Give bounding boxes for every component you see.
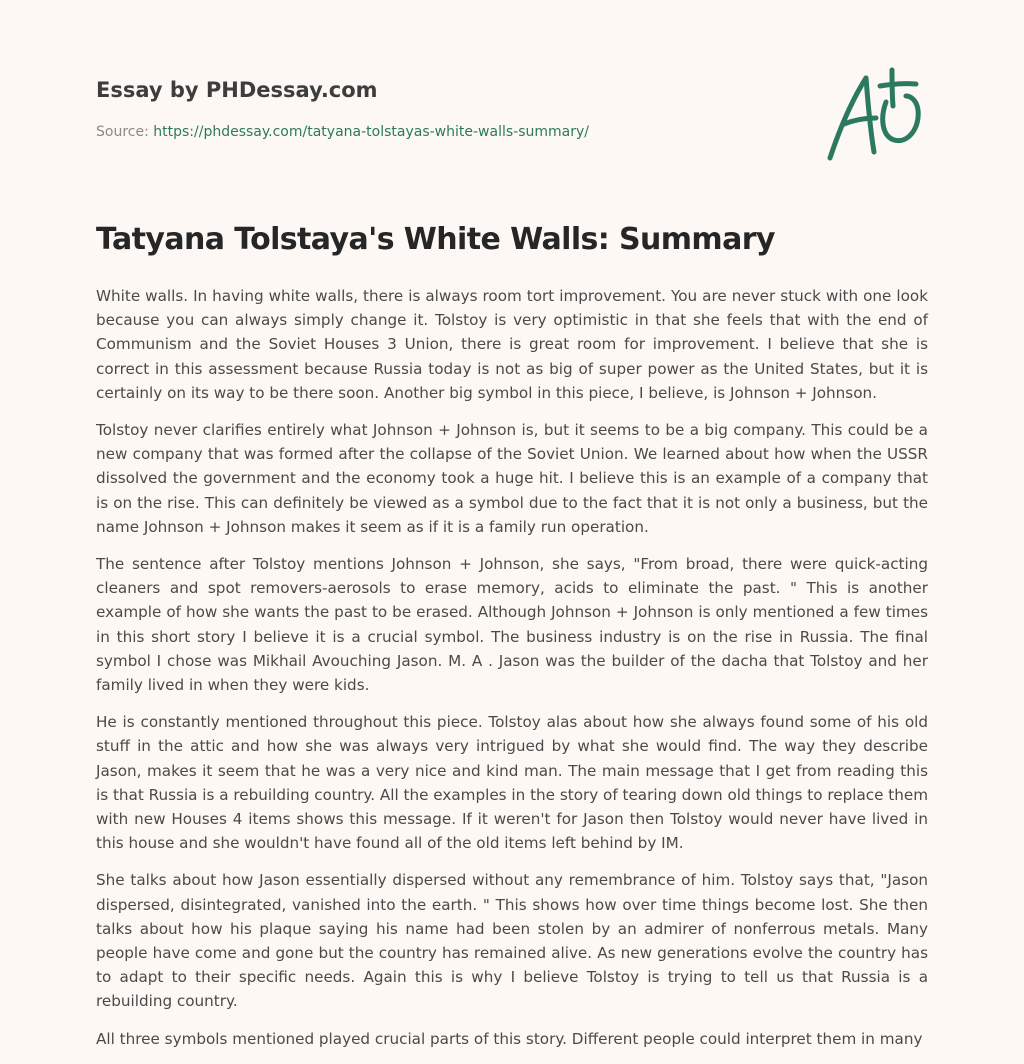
paragraph: Tolstoy never clarifies entirely what Johnson + Johnson is, but it seems to be a big company. This could be a new company that was formed after the collapse of the Soviet Union. We learned about how when the USSR dissolved the government and the economy took a huge hit. I believe this is an example of a company that is on the rise. This can definitely be viewed as a symbol due to the fact that it is not only a business, but the name Johnson + Johnson makes it seem as if it is a family run operation.	[96, 421, 928, 536]
essay-body	[96, 284, 928, 1064]
paragraph: White walls. In having white walls, there is always room tort improvement. You are never stuck with one look because you can always simply change it. Tolstoy is very optimistic in that she feels that with the end of Communism and the Soviet Houses 3 Union, there is great room for improvement. I believe that she is correct in this assessment because Russia today is not as big of super power as the United States, but it is certainly on its way to be there soon. Another big symbol in this piece, I believe, is Johnson + Johnson.	[96, 287, 928, 402]
logo-plus-curl	[883, 96, 918, 141]
logo-plus-horizontal	[880, 84, 916, 86]
a-plus-logo-icon	[822, 66, 932, 166]
source-label: Source:	[96, 124, 154, 140]
logo-a-right-stroke	[866, 78, 874, 152]
page-title: Tatyana Tolstaya's White Walls: Summary	[96, 222, 775, 257]
paragraph: She talks about how Jason essentially dispersed without any remembrance of him. Tolstoy says that, "Jason dispersed, disintegrated, vanished into the earth. " This shows how over time things become lost. She then talks about how his plaque saying his name had been stolen by an admirer of nonferrous metals. Many people have come and gone but the country has remained alive. As new generations evolve the country has to adapt to their specific needs. Again this is why I believe Tolstoy is trying to tell us that Russia is a rebuilding country.	[96, 871, 928, 1011]
paragraph: He is constantly mentioned throughout this piece. Tolstoy alas about how she always found some of his old stuff in the attic and how she was always very intrigued by what she would find. The way they describe Jason, makes it seem that he was a very nice and kind man. The main message that I get from reading this is that Russia is a rebuilding country. All the examples in the story of tearing down old things to replace them with new Houses 4 items shows this message. If it weren't for Jason then Tolstoy would never have lived in this house and she wouldn't have found all of the old items left behind by IM.	[96, 713, 929, 853]
source-line	[96, 124, 589, 140]
source-link[interactable]: https://phdessay.com/tatyana-tolstayas-white-walls-summary/	[153, 124, 589, 140]
paragraph: All three symbols mentioned played crucial parts of this story. Different people could interpret them in many	[96, 1029, 923, 1048]
brand-title: Essay by PHDessay.com	[96, 78, 378, 102]
paragraph: The sentence after Tolstoy mentions Johnson + Johnson, she says, "From broad, there were quick-acting cleaners and spot removers-aerosols to erase memory, acids to eliminate the past. " This is another example of how she wants the past to be erased. Although Johnson + Johnson is only mentioned a few times in this short story I believe it is a crucial symbol. The business industry is on the rise in Russia. The final symbol I chose was Mikhail Avouching Jason. M. A . Jason was the builder of the dacha that Tolstoy and her family lived in when they were kids.	[96, 555, 928, 695]
logo-plus-vertical	[892, 70, 893, 106]
